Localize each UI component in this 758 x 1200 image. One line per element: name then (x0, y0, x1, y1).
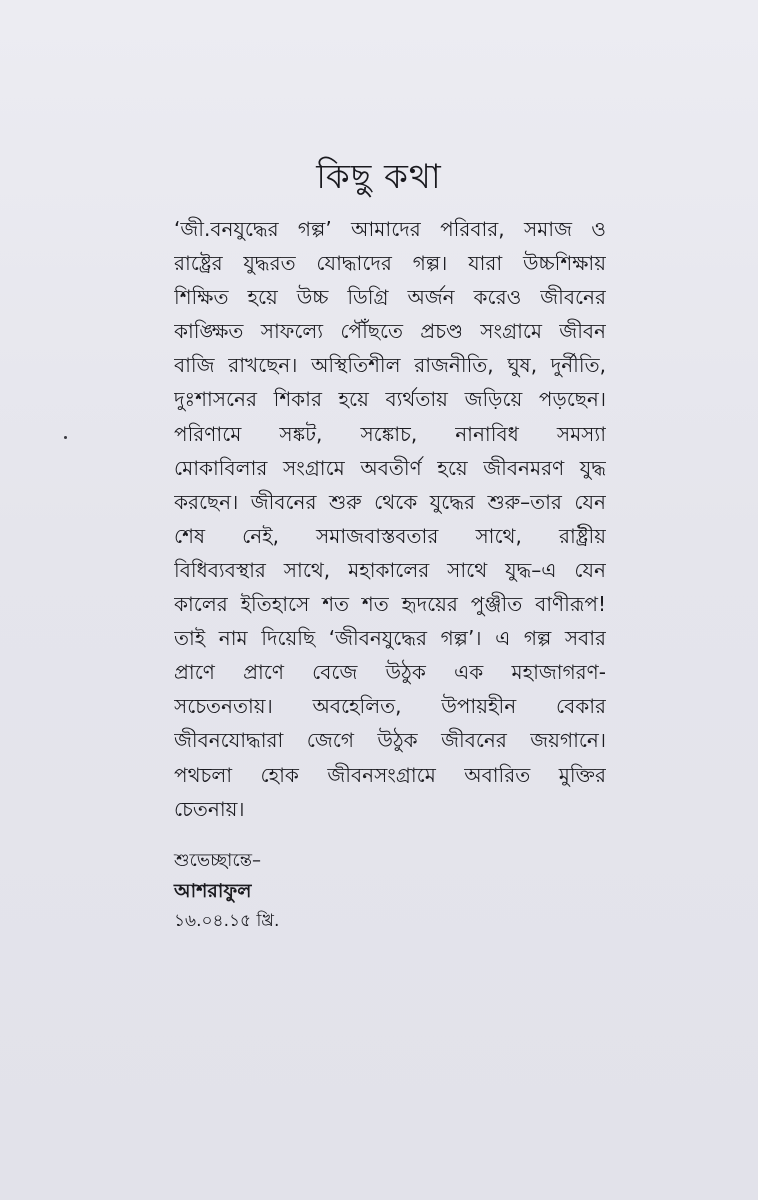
paragraph-line: সচেতনতায়। অবহেলিত, উপায়হীন বেকার (174, 694, 606, 719)
paragraph-line: শেষ নেই, সমাজবাস্তবতার সাথে, রাষ্ট্রীয় (174, 523, 606, 548)
paragraph-line: কাঙ্ক্ষিত সাফল্যে পৌঁছতে প্রচণ্ড সংগ্রামে জীবন (174, 319, 606, 344)
paragraph-line: মোকাবিলার সংগ্রামে অবতীর্ণ হয়ে জীবনমরণ যুদ্ধ (174, 455, 606, 480)
paragraph-line: তাই নাম দিয়েছি ‘জীবনযুদ্ধের গল্প’। এ গল্প সবার (174, 626, 606, 651)
paragraph-line: রাষ্ট্রের যুদ্ধরত যোদ্ধাদের গল্প। যারা উচ্চশিক্ষায় (174, 251, 606, 276)
paragraph-line: প্রাণে প্রাণে বেজে উঠুক এক মহাজাগরণ- (174, 660, 606, 685)
page-title: কিছু কথা (316, 156, 442, 197)
paragraph-line: বিধিব্যবস্থার সাথে, মহাকালের সাথে যুদ্ধ–এ যেন (174, 557, 606, 582)
paragraph-line: করছেন। জীবনের শুরু থেকে যুদ্ধের শুরু–তার যেন (174, 489, 606, 514)
author-name: আশরাফুল (174, 880, 252, 902)
paragraph-line: ‘জী.বনযুদ্ধের গল্প’ আমাদের পরিবার, সমাজ ও (174, 217, 606, 241)
paragraph-line: বাজি রাখছেন। অস্থিতিশীল রাজনীতি, ঘুষ, দুর্নীতি, (174, 353, 606, 378)
paragraph-line: জীবনযোদ্ধারা জেগে উঠুক জীবনের জয়গানে। (174, 728, 606, 753)
paragraph-line: শিক্ষিত হয়ে উচ্চ ডিগ্রি অর্জন করেও জীবনের (174, 285, 606, 310)
paragraph-line: দুঃশাসনের শিকার হয়ে ব্যর্থতায় জড়িয়ে পড়ছেন। (174, 387, 606, 412)
signature-date: ১৬.০৪.১৫ খ্রি. (174, 911, 280, 931)
paragraph-line: কালের ইতিহাসে শত শত হৃদয়ের পুঞ্জীত বাণীরূপ! (174, 592, 606, 617)
paragraph-line: চেতনায়। (174, 796, 245, 821)
salutation: শুভেচ্ছান্তে– (174, 850, 262, 871)
preface-paragraph (174, 212, 606, 826)
paragraph-line: পরিণামে সঙ্কট, সঙ্কোচ, নানাবিধ সমস্যা (174, 421, 606, 446)
paper-speck (64, 436, 67, 439)
signature-block (174, 846, 279, 936)
paragraph-line: পথচলা হোক জীবনসংগ্রামে অবারিত মুক্তির (174, 762, 606, 787)
